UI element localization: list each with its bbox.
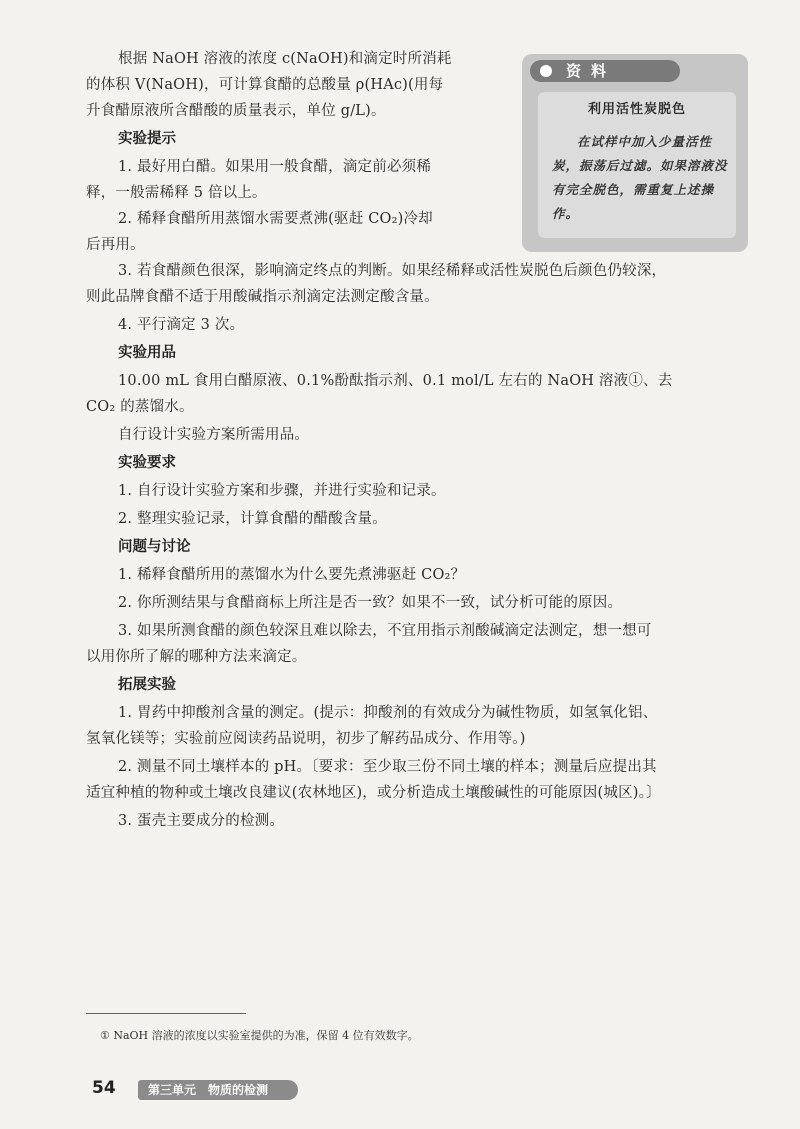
extension-2-line-1: 2. 测量不同土壤样本的 pH。〔要求：至少取三份不同土壤的样本；测量后应提出其 xyxy=(118,759,657,775)
info-sidebar xyxy=(522,54,748,252)
intro-line-1: 根据 NaOH 溶液的浓度 c(NaOH)和滴定时所消耗 xyxy=(118,51,452,67)
discussion-2: 2. 你所测结果与食醋商标上所注是否一致？如果不一致，试分析可能的原因。 xyxy=(118,595,623,611)
unit-label: 第三单元 物质的检测 xyxy=(138,1080,298,1100)
discussion-1: 1. 稀释食醋所用的蒸馏水为什么要先煮沸驱赶 CO₂？ xyxy=(118,567,466,583)
hint-3-line-1: 3. 若食醋颜色很深，影响滴定终点的判断。如果经稀释或活性炭脱色后颜色仍较深， xyxy=(118,263,667,279)
footnote-divider xyxy=(86,1013,246,1014)
sidebar-text: 在试样中加入少量活性炭，振荡后过滤。如果溶液没有完全脱色，需重复上述操作。 xyxy=(552,134,728,221)
extension-heading: 拓展实验 xyxy=(118,677,176,693)
requirement-2: 2. 整理实验记录，计算食醋的醋酸含量。 xyxy=(118,511,387,527)
hint-1-line-1: 1. 最好用白醋。如果用一般食醋，滴定前必须稀 xyxy=(118,159,432,175)
supplies-heading: 实验用品 xyxy=(118,345,176,361)
sidebar-title: 利用活性炭脱色 xyxy=(587,102,686,117)
hint-3-line-2: 则此品牌食醋不适于用酸碱指示剂滴定法测定酸含量。 xyxy=(86,289,439,305)
requirements-heading: 实验要求 xyxy=(118,455,176,471)
extension-2-line-2: 适宜种植的物种或土壤改良建议(农林地区)，或分析造成土壤酸碱性的可能原因(城区)。〕 xyxy=(86,785,661,801)
requirement-1: 1. 自行设计实验方案和步骤，并进行实验和记录。 xyxy=(118,483,446,499)
discussion-3-line-1: 3. 如果所测食醋的颜色较深且难以除去，不宜用指示剂酸碱滴定法测定，想一想可 xyxy=(118,623,652,639)
intro-line-2: 的体积 V(NaOH)，可计算食醋的总酸量 ρ(HAc)(用每 xyxy=(86,77,444,93)
page-number: 54 xyxy=(92,1078,116,1098)
hint-2-line-2: 后再用。 xyxy=(86,237,145,253)
hints-heading: 实验提示 xyxy=(118,131,176,147)
hint-2-line-1: 2. 稀释食醋所用蒸馏水需要煮沸(驱赶 CO₂)冷却 xyxy=(118,211,433,227)
supplies-line-1: 10.00 mL 食用白醋原液、0.1%酚酞指示剂、0.1 mol/L 左右的 NaOH 溶液①、去 xyxy=(118,373,673,389)
discussion-3-line-2: 以用你所了解的哪种方法来滴定。 xyxy=(86,649,307,665)
extension-3: 3. 蛋壳主要成分的检测。 xyxy=(118,813,285,829)
supplies-line-3: 自行设计实验方案所需用品。 xyxy=(118,427,310,443)
hint-1-line-2: 释，一般需稀释 5 倍以上。 xyxy=(86,185,267,201)
footnote: ① NaOH 溶液的浓度以实验室提供的为准，保留 4 位有效数字。 xyxy=(100,1029,419,1042)
sidebar-tab xyxy=(530,60,680,82)
supplies-line-2: CO₂ 的蒸馏水。 xyxy=(86,399,194,415)
discussion-heading: 问题与讨论 xyxy=(118,539,191,555)
extension-1-line-2: 氢氧化镁等；实验前应阅读药品说明，初步了解药品成分、作用等。) xyxy=(86,731,526,747)
sidebar-tab-label: 资料 xyxy=(566,62,617,80)
sidebar-content xyxy=(538,92,736,238)
hint-4: 4. 平行滴定 3 次。 xyxy=(118,317,245,333)
intro-line-3: 升食醋原液所含醋酸的质量表示，单位 g/L)。 xyxy=(86,103,386,119)
bullet-icon xyxy=(540,65,552,77)
extension-1-line-1: 1. 胃药中抑酸剂含量的测定。(提示：抑酸剂的有效成分为碱性物质，如氢氧化铝、 xyxy=(118,705,658,721)
